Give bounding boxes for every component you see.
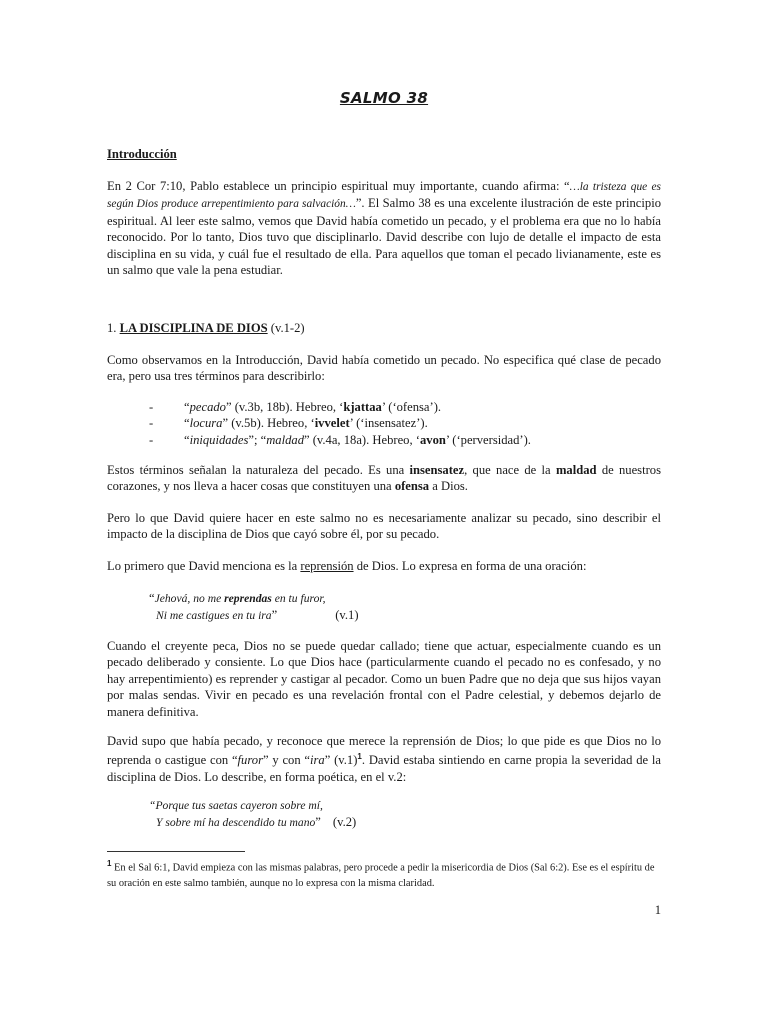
section-number: 1. [107,321,117,335]
list-item: - “iniquidades”; “maldad” (v.4a, 18a). Hebreo, ‘avon’ (‘perversidad’). [149,432,661,448]
paragraph-reprension: Lo primero que David menciona es la reprensión de Dios. Lo expresa en forma de una oración: [107,559,587,573]
section-1-heading [107,320,661,336]
footnote-number: 1 [107,859,112,868]
page-title: SALMO 38 [339,89,429,107]
paragraph-nature-of-sin: Estos términos señalan la naturaleza del pecado. Es una insensatez, que nace de la maldad de nuestros corazones, y nos lleva a hacer cosas que constituyen una ofensa a Dios. [107,463,661,494]
intro-quote: …la tristeza que es según Dios produce arrepentimiento para salvación… [107,181,661,211]
footnote-ref: 1 [357,752,362,762]
list-item: - “locura” (v.5b). Hebreo, ‘ivvelet’ (‘insensatez’). [149,415,661,431]
section-ref: (v.1-2) [270,321,305,335]
paragraph-discipline: Cuando el creyente peca, Dios no se puede quedar callado; tiene que actuar, especialmente cuando es un pecado deliberado y consiente. Lo que Dios hace (particularmente cuando el pecado no es confesado, y no hay arrepentimiento) es reprender y castigar al pecador. Como un buen Padre que no deja que sus hijos vayan por malas sendas. Vivir en pecado es una revelación frontal con el Padre celestial, y debemos dejarlo de manera definitiva. [107,639,661,719]
section-title: LA DISCIPLINA DE DIOS [119,321,268,335]
terms-list [149,399,661,448]
footnote-divider [107,851,245,852]
intro-paragraph: En 2 Cor 7:10, Pablo establece un principio espiritual muy importante, cuando afirma: “…la tristeza que es según Dios produce arrepentimiento para salvación…”. El Salmo 38 es una excelente ilustración de este principio espiritual. Al leer este salmo, vemos que David había cometido un pecado, y el problema era que no lo había reconocido. Por lo tanto, Dios tuvo que disciplinarlo. David describe con lujo de detalle el impacto de esta disciplina en su vida, y cuál fue el resultado de ella. Para aquellos que toman el pecado livianamente, este es un salmo que vale la pena estudiar. [107,179,661,278]
page-number: 1 [654,903,661,917]
paragraph-terms-intro: Como observamos en la Introducción, David había cometido un pecado. No especifica qué clase de pecado era, pero usa tres términos para describirlo: [107,353,661,384]
paragraph-david-knew: David supo que había pecado, y reconoce que merece la reprensión de Dios; lo que pide es que Dios no lo reprenda o castigue con “furor” y con “ira” (v.1)$^1$. David estaba sintiendo en carne propia la severidad de la disciplina de Dios. Lo describe, en forma poética, en el v.2: [107,734,661,784]
paragraph-purpose: Pero lo que David quiere hacer en este salmo no es necesariamente analizar su pecado, sino describir el impacto de la disciplina de Dios que cayó sobre él, por su pecado. [107,511,661,542]
list-item: - “pecado” (v.3b, 18b). Hebreo, ‘kjattaa’ (‘ofensa’). [149,399,661,415]
quote-verse-2: “Porque tus saetas cayeron sobre mí, Y sobre mí ha descendido tu mano” (v.2) [149,799,357,830]
intro-heading: Introducción [107,147,177,161]
footnote: $^1$ En el Sal 6:1, David empieza con las mismas palabras, pero procede a pedir la misericordia de Dios (Sal 6:2). Ese es el espíritu de su oración en este salmo también, aunque no lo expresa con la misma claridad. [107,859,655,890]
quote-verse-1: “Jehová, no me reprendas en tu furor, Ni me castigues en tu ira” (v.1) [149,591,359,623]
